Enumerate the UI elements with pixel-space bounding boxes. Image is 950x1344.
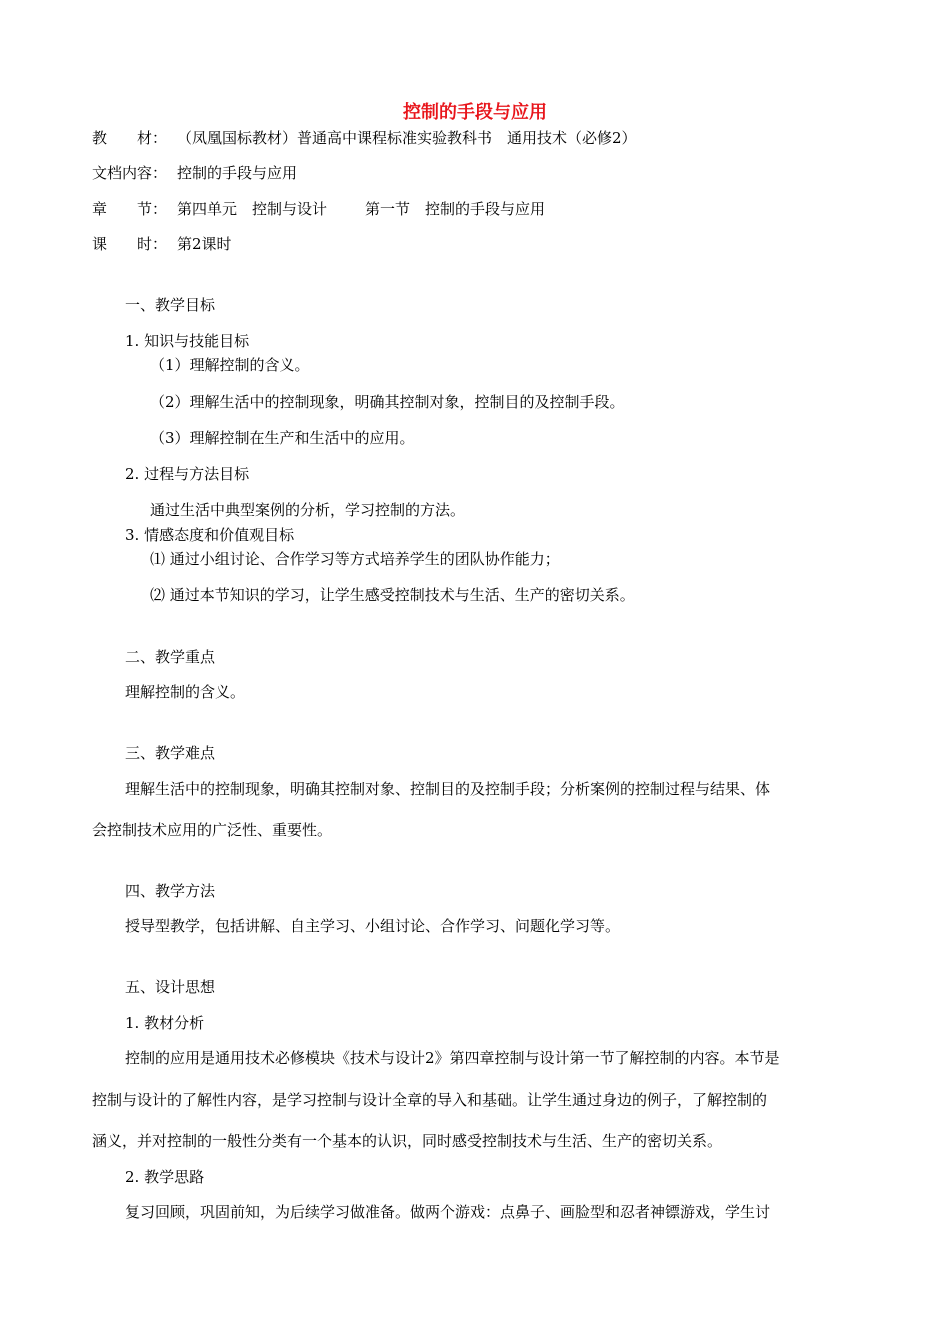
paragraph-line: 控制与设计的了解性内容，是学习控制与设计全章的导入和基础。让学生通过身边的例子，了解控制的 xyxy=(92,1091,768,1109)
textbook-value: （凤凰国标教材）普通高中课程标准实验教科书 通用技术（必修2） xyxy=(177,129,637,147)
paragraph-line: 会控制技术应用的广泛性、重要性。 xyxy=(92,821,333,839)
list-item: （1）理解控制的含义。 xyxy=(150,356,310,374)
list-item: （3）理解控制在生产和生活中的应用。 xyxy=(150,429,415,447)
chapter-section: 第一节 控制的手段与应用 xyxy=(365,200,546,218)
content-label: 文档内容： xyxy=(92,164,168,182)
textbook-label: 教 材： xyxy=(92,129,168,147)
chapter-unit: 第四单元 控制与设计 xyxy=(177,200,328,218)
paragraph-line: 控制的应用是通用技术必修模块《技术与设计2》第四章控制与设计第一节了解控制的内容。本节是 xyxy=(125,1049,780,1067)
section-heading: 三、教学难点 xyxy=(125,744,216,762)
subheading: 2. 教学思路 xyxy=(125,1168,205,1186)
paragraph: 授导型教学，包括讲解、自主学习、小组讨论、合作学习、问题化学习等。 xyxy=(125,917,621,935)
section-heading: 一、教学目标 xyxy=(125,296,216,314)
paragraph-line: 复习回顾，巩固前知，为后续学习做准备。做两个游戏：点鼻子、画脸型和忍者神镖游戏，学生讨 xyxy=(125,1203,771,1221)
content-value: 控制的手段与应用 xyxy=(177,164,298,182)
meta-content xyxy=(92,166,297,181)
subheading: 1. 知识与技能目标 xyxy=(125,332,250,350)
section-heading: 四、教学方法 xyxy=(125,882,216,900)
chapter-label: 章 节： xyxy=(92,200,168,218)
meta-textbook xyxy=(92,131,637,146)
paragraph: 通过生活中典型案例的分析，学习控制的方法。 xyxy=(150,501,466,519)
paragraph-line: 理解生活中的控制现象，明确其控制对象、控制目的及控制手段；分析案例的控制过程与结果、体 xyxy=(125,780,771,798)
subheading: 3. 情感态度和价值观目标 xyxy=(125,526,295,544)
meta-chapter xyxy=(92,202,545,217)
section-heading: 五、设计思想 xyxy=(125,978,216,996)
paragraph: 理解控制的含义。 xyxy=(125,683,246,701)
subheading: 2. 过程与方法目标 xyxy=(125,465,250,483)
subheading: 1. 教材分析 xyxy=(125,1014,205,1032)
list-item: （2）理解生活中的控制现象，明确其控制对象，控制目的及控制手段。 xyxy=(150,393,625,411)
list-item: ⑴ 通过小组讨论、合作学习等方式培养学生的团队协作能力； xyxy=(150,550,560,568)
section-heading: 二、教学重点 xyxy=(125,648,216,666)
list-item: ⑵ 通过本节知识的学习，让学生感受控制技术与生活、生产的密切关系。 xyxy=(150,586,635,604)
period-label: 课 时： xyxy=(92,235,168,253)
period-value: 第2课时 xyxy=(177,235,232,253)
paragraph-line: 涵义，并对控制的一般性分类有一个基本的认识，同时感受控制技术与生活、生产的密切关系。 xyxy=(92,1132,723,1150)
document-title: 控制的手段与应用 xyxy=(403,102,547,123)
meta-period xyxy=(92,237,232,252)
